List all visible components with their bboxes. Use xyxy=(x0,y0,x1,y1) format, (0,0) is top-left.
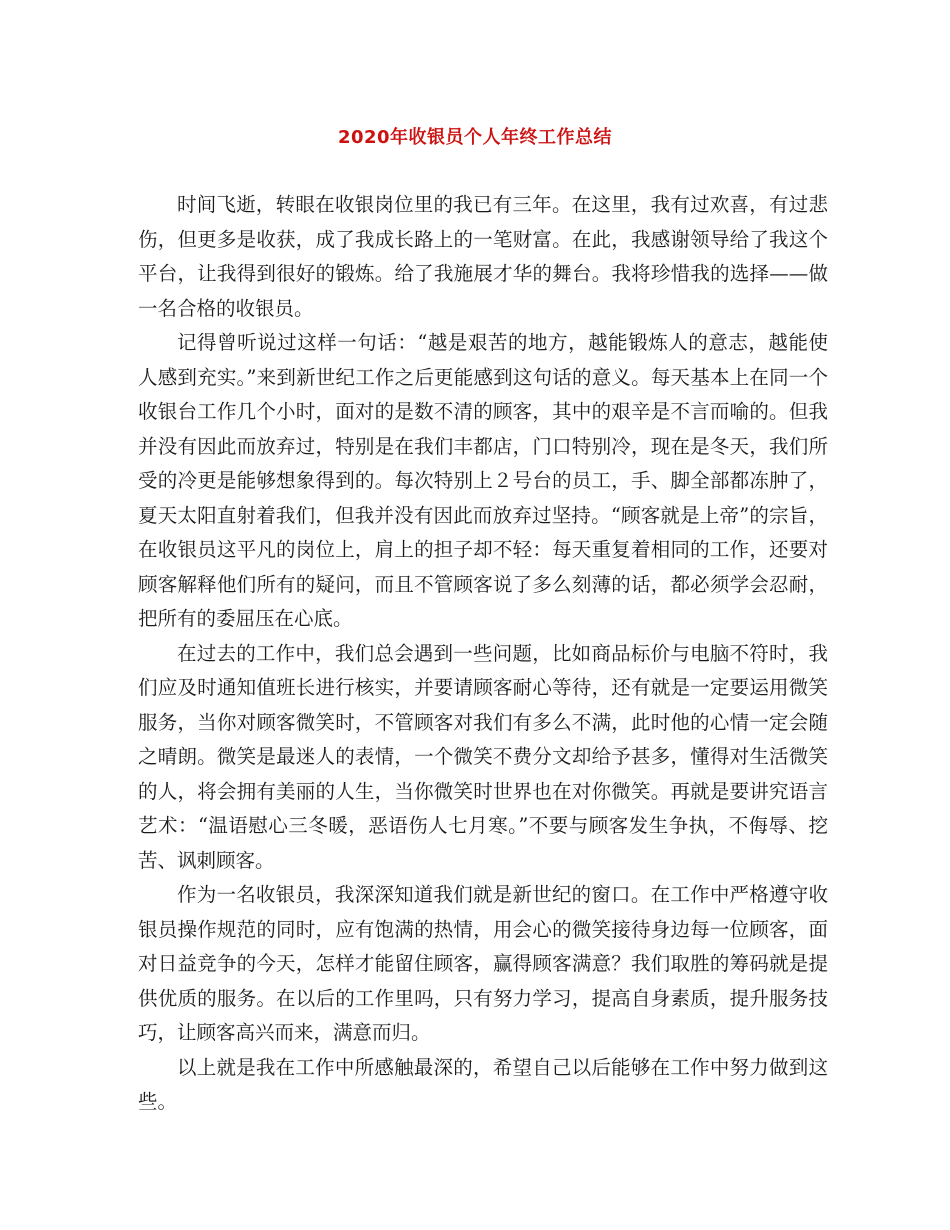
paragraph-5: 以上就是我在工作中所感触最深的，希望自己以后能够在工作中努力做到这些。 xyxy=(138,1055,828,1113)
document-title: 2020年收银员个人年终工作总结 xyxy=(337,127,613,148)
paragraph-1: 时间飞逝，转眼在收银岗位里的我已有三年。在这里，我有过欢喜，有过悲伤，但更多是收获，成了我成长路上的一笔财富。在此，我感谢领导给了我这个平台，让我得到很好的锻炼。给了我施展才华的舞台。我将珍惜我的选择——做一名合格的收银员。 xyxy=(138,193,828,320)
document-body xyxy=(138,188,828,1120)
paragraph-4: 作为一名收银员，我深深知道我们就是新世纪的窗口。在工作中严格遵守收银员操作规范的同时，应有饱满的热情，用会心的微笑接待身边每一位顾客，面对日益竞争的今天，怎样才能留住顾客，赢得顾客满意？我们取胜的筹码就是提供优质的服务。在以后的工作里吗，只有努力学习，提高自身素质，提升服务技巧，让顾客高兴而来，满意而归。 xyxy=(138,883,828,1044)
paragraph-2: 记得曾听说过这样一句话：“越是艰苦的地方，越能锻炼人的意志，越能使人感到充实。”来到新世纪工作之后更能感到这句话的意义。每天基本上在同一个收银台工作几个小时，面对的是数不清的顾客，其中的艰辛是不言而喻的。但我并没有因此而放弃过，特别是在我们丰都店，门口特别冷，现在是冬天，我们所受的冷更是能够想象得到的。每次特别上２号台的员工，手、脚全部都冻肿了，夏天太阳直射着我们，但我并没有因此而放弃过坚持。“顾客就是上帝”的宗旨，在收银员这平凡的岗位上，肩上的担子却不轻：每天重复着相同的工作，还要对顾客解释他们所有的疑问，而且不管顾客说了多么刻薄的话，都必须学会忍耐，把所有的委屈压在心底。 xyxy=(138,331,828,630)
paragraph-3: 在过去的工作中，我们总会遇到一些问题，比如商品标价与电脑不符时，我们应及时通知值班长进行核实，并要请顾客耐心等待，还有就是一定要运用微笑服务，当你对顾客微笑时，不管顾客对我们有多么不满，此时他的心情一定会随之晴朗。微笑是最迷人的表情，一个微笑不费分文却给予甚多，懂得对生活微笑的人，将会拥有美丽的人生，当你微笑时世界也在对你微笑。再就是要讲究语言艺术：“温语慰心三冬暖，恶语伤人七月寒。”不要与顾客发生争执，不侮辱、挖苦、讽刺顾客。 xyxy=(138,641,828,872)
